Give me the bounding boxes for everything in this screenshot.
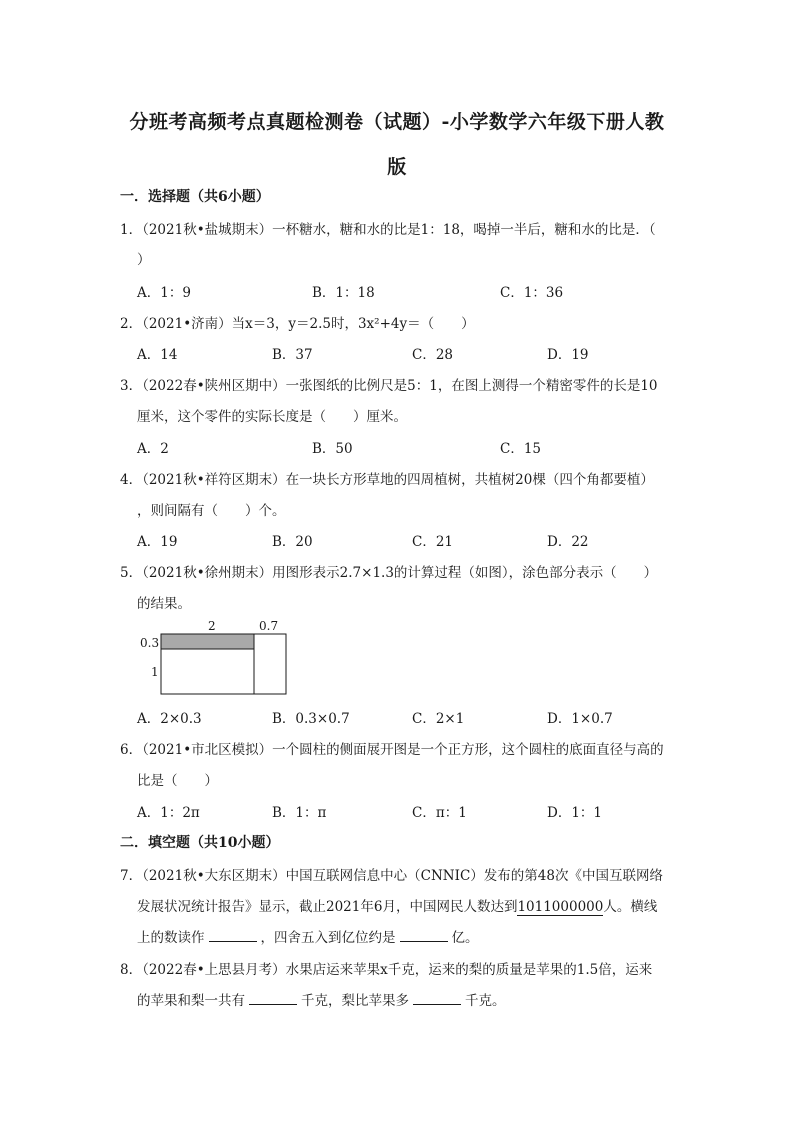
option-c: C．2×1 (412, 711, 465, 727)
area-model-svg (140, 616, 300, 698)
answer-blank[interactable] (400, 927, 448, 942)
option-d: D．1×0.7 (547, 711, 613, 727)
q7-text-part: 人。横线 (603, 899, 658, 915)
option-b: B．1：18 (312, 285, 375, 301)
section-heading-fill: 二．填空题（共10小题） (120, 835, 280, 851)
question-6-options (137, 801, 677, 821)
option-c: C．1：36 (500, 285, 564, 301)
option-c: C．π：1 (412, 805, 467, 821)
option-a: A．19 (137, 534, 178, 550)
side-label-1: 1 (151, 665, 159, 679)
q7-text-part: ，四舍五入到亿位约是 (260, 930, 396, 946)
option-a: A．2×0.3 (137, 711, 202, 727)
title-line-2: 版 (387, 156, 407, 178)
option-b: B．0.3×0.7 (272, 711, 350, 727)
answer-blank[interactable] (249, 990, 297, 1005)
answer-blank[interactable] (209, 927, 257, 942)
question-7-text-cont-2 (137, 926, 479, 946)
question-4-options (137, 530, 677, 550)
option-b: B．20 (272, 534, 313, 550)
option-c: C．15 (500, 441, 542, 457)
question-3-options (137, 437, 677, 457)
option-a: A．1：2π (137, 805, 200, 821)
option-d: D．19 (547, 347, 589, 363)
question-7-text-cont (137, 895, 657, 915)
question-4-text: 4．（2021秋•祥符区期末）在一块长方形草地的四周植树，共植树20棵（四个角都要植） (120, 472, 654, 488)
question-8-text-cont (137, 989, 506, 1009)
question-6-text-cont: 比是（ ） (137, 773, 218, 789)
q8-text-part: 的苹果和梨一共有 (137, 993, 245, 1009)
title-line-1: 分班考高频考点真题检测卷（试题）-小学数学六年级下册人教 (129, 111, 665, 133)
question-1-text: 1．（2021秋•盐城期末）一杯糖水，糖和水的比是1：18，喝掉一半后，糖和水的比是．（ (120, 222, 656, 238)
q7-text-part: 上的数读作 (137, 930, 205, 946)
question-6-text: 6．（2021•市北区模拟）一个圆柱的侧面展开图是一个正方形，这个圆柱的底面直径与高的 (120, 742, 664, 758)
question-2-options (137, 343, 677, 363)
q7-text-part: 亿。 (451, 930, 479, 946)
question-8-text: 8．（2022春•上思县月考）水果店运来苹果x千克，运来的梨的质量是苹果的1.5倍，运来 (120, 962, 653, 978)
option-a: A．14 (137, 347, 178, 363)
option-d: D．22 (547, 534, 589, 550)
question-5-text-cont: 的结果。 (137, 596, 191, 612)
q8-text-part: 千克。 (465, 993, 506, 1009)
question-2-text: 2．（2021•济南）当x＝3，y＝2.5时，3x²+4y＝（ ） (120, 316, 475, 332)
question-4-text-cont: ，则间隔有（ ）个。 (137, 503, 286, 519)
document-title (110, 100, 684, 190)
option-a: A．1：9 (137, 285, 191, 301)
question-3-text-cont: 厘米，这个零件的实际长度是（ ）厘米。 (137, 409, 407, 425)
question-7-text: 7．（2021秋•大东区期末）中国互联网信息中心（CNNIC）发布的第48次《中国互联网络 (120, 868, 663, 884)
side-label-0-3: 0.3 (140, 636, 160, 650)
question-5-options (137, 707, 677, 727)
question-1-text-cont: ） (137, 252, 151, 268)
option-b: B．1：π (272, 805, 327, 821)
option-b: B．37 (272, 347, 313, 363)
option-c: C．21 (412, 534, 454, 550)
option-c: C．28 (412, 347, 454, 363)
option-b: B．50 (312, 441, 353, 457)
shaded-region (161, 634, 254, 649)
option-d: D．1：1 (547, 805, 603, 821)
option-a: A．2 (137, 441, 169, 457)
area-model-figure (140, 616, 300, 698)
q8-text-part: 千克，梨比苹果多 (301, 993, 409, 1009)
question-1-options (137, 281, 677, 301)
top-label-2: 2 (208, 619, 216, 633)
q7-text-part: 发展状况统计报告》显示，截止2021年6月，中国网民人数达到 (137, 899, 518, 915)
section-heading-choice: 一．选择题（共6小题） (120, 189, 270, 205)
top-label-0-7: 0.7 (259, 619, 279, 633)
underlined-number: 1011000000 (517, 899, 604, 915)
answer-blank[interactable] (413, 990, 461, 1005)
question-3-text: 3．（2022春•陕州区期中）一张图纸的比例尺是5：1，在图上测得一个精密零件的长是10 (120, 378, 658, 394)
question-5-text: 5．（2021秋•徐州期末）用图形表示2.7×1.3的计算过程（如图），涂色部分表示（ ） (120, 565, 658, 581)
